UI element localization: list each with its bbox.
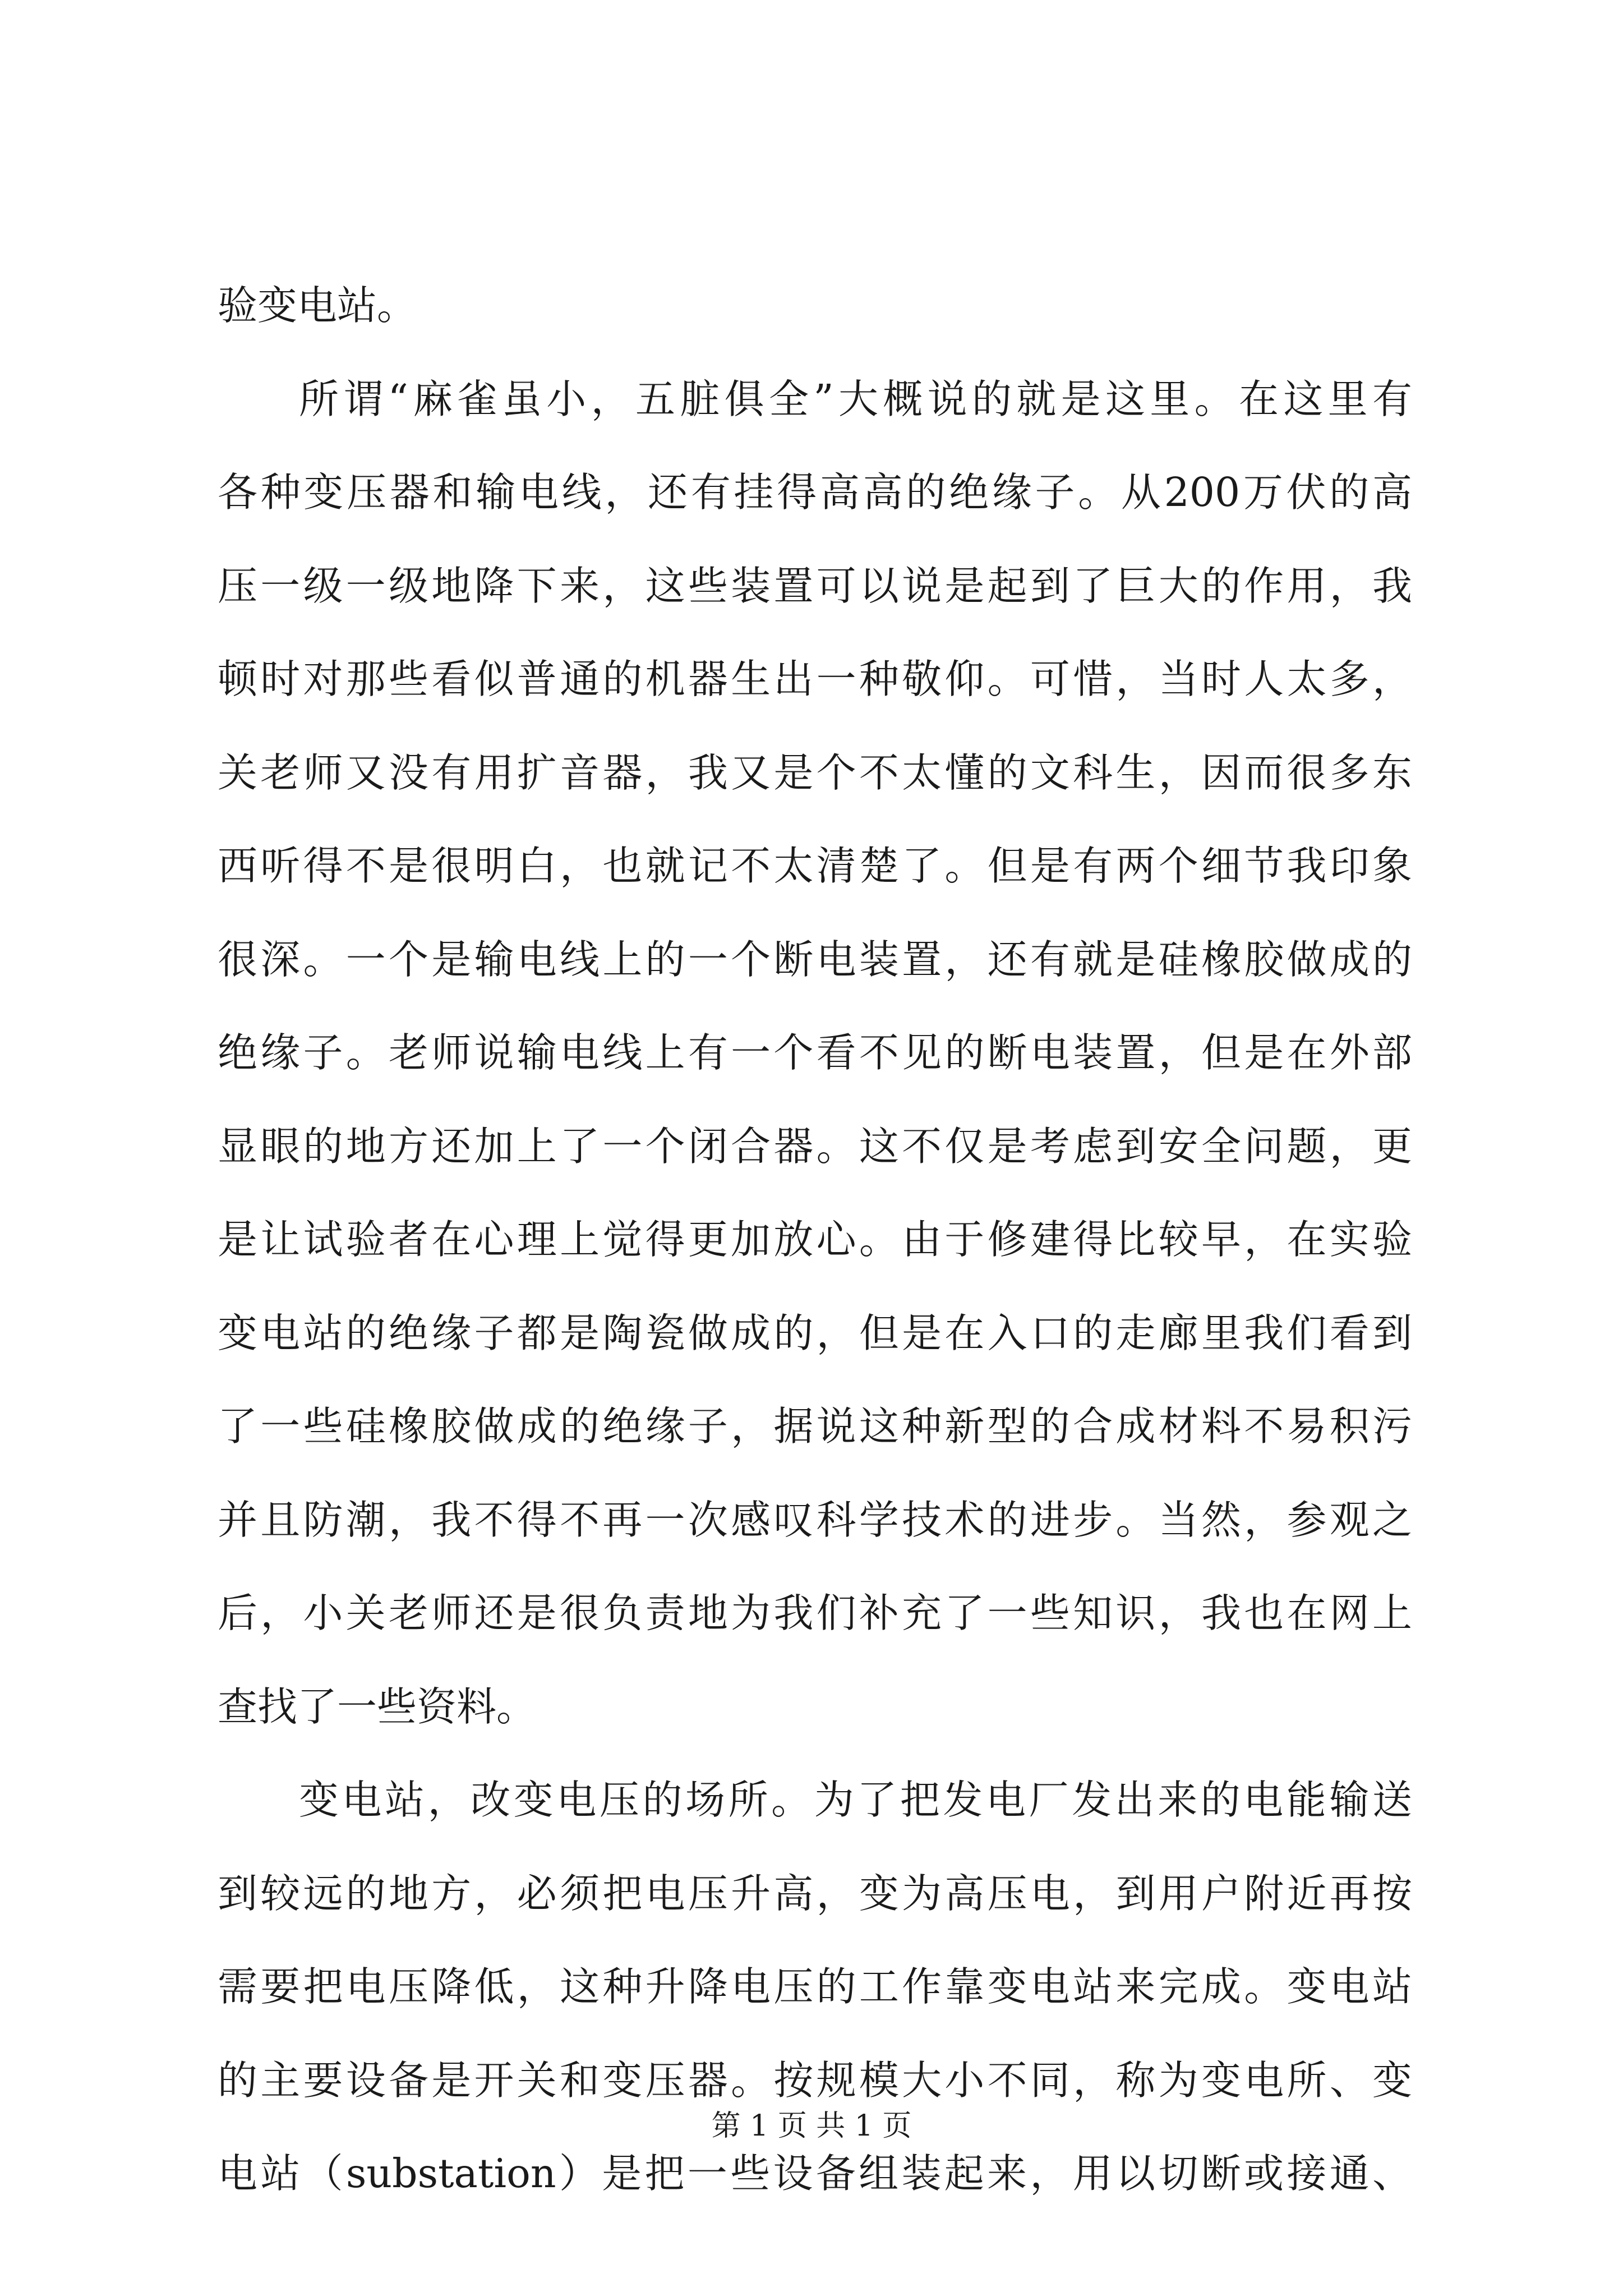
text-line: 并且防潮，我不得不再一次感叹科学技术的进步。当然，参观之 [218, 1496, 1412, 1543]
text-line: 的主要设备是开关和变压器。按规模大小不同，称为变电所、变 [218, 2056, 1412, 2104]
page-footer: 第 1 页 共 1 页 [711, 2109, 912, 2143]
text-line: 变电站的绝缘子都是陶瓷做成的，但是在入口的走廊里我们看到 [218, 1309, 1412, 1356]
text-line: 电站（substation）是把一些设备组装起来，用以切断或接通、 [218, 2150, 1412, 2197]
body-text [218, 259, 1412, 2221]
text-line: 西听得不是很明白，也就记不太清楚了。但是有两个细节我印象 [218, 843, 1412, 889]
text-line: 了一些硅橡胶做成的绝缘子，据说这种新型的合成材料不易积污 [218, 1403, 1412, 1450]
text-line: 到较远的地方，必须把电压升高，变为高压电，到用户附近再按 [218, 1870, 1412, 1917]
text-line: 各种变压器和输电线，还有挂得高高的绝缘子。从200万伏的高 [218, 469, 1412, 516]
text-line: 关老师又没有用扩音器，我又是个不太懂的文科生，因而很多东 [218, 749, 1412, 796]
text-line: 变电站，改变电压的场所。为了把发电厂发出来的电能输送 [299, 1777, 1412, 1823]
text-line: 是让试验者在心理上觉得更加放心。由于修建得比较早，在实验 [218, 1216, 1412, 1263]
text-line: 显眼的地方还加上了一个闭合器。这不仅是考虑到安全问题，更 [218, 1122, 1412, 1170]
text-line: 后，小关老师还是很负责地为我们补充了一些知识，我也在网上 [218, 1590, 1412, 1636]
text-line: 压一级一级地降下来，这些装置可以说是起到了巨大的作用，我 [218, 562, 1412, 609]
text-line: 查找了一些资料。 [218, 1683, 537, 1730]
text-line: 验变电站。 [218, 282, 417, 329]
text-line: 顿时对那些看似普通的机器生出一种敬仰。可惜，当时人太多， [218, 656, 1412, 702]
text-line: 绝缘子。老师说输电线上有一个看不见的断电装置，但是在外部 [218, 1029, 1412, 1076]
text-line: 所谓“麻雀虽小，五脏俱全”大概说的就是这里。在这里有 [299, 375, 1412, 422]
text-line: 很深。一个是输电线上的一个断电装置，还有就是硅橡胶做成的 [218, 936, 1412, 983]
text-line: 需要把电压降低，这种升降电压的工作靠变电站来完成。变电站 [218, 1963, 1412, 2010]
